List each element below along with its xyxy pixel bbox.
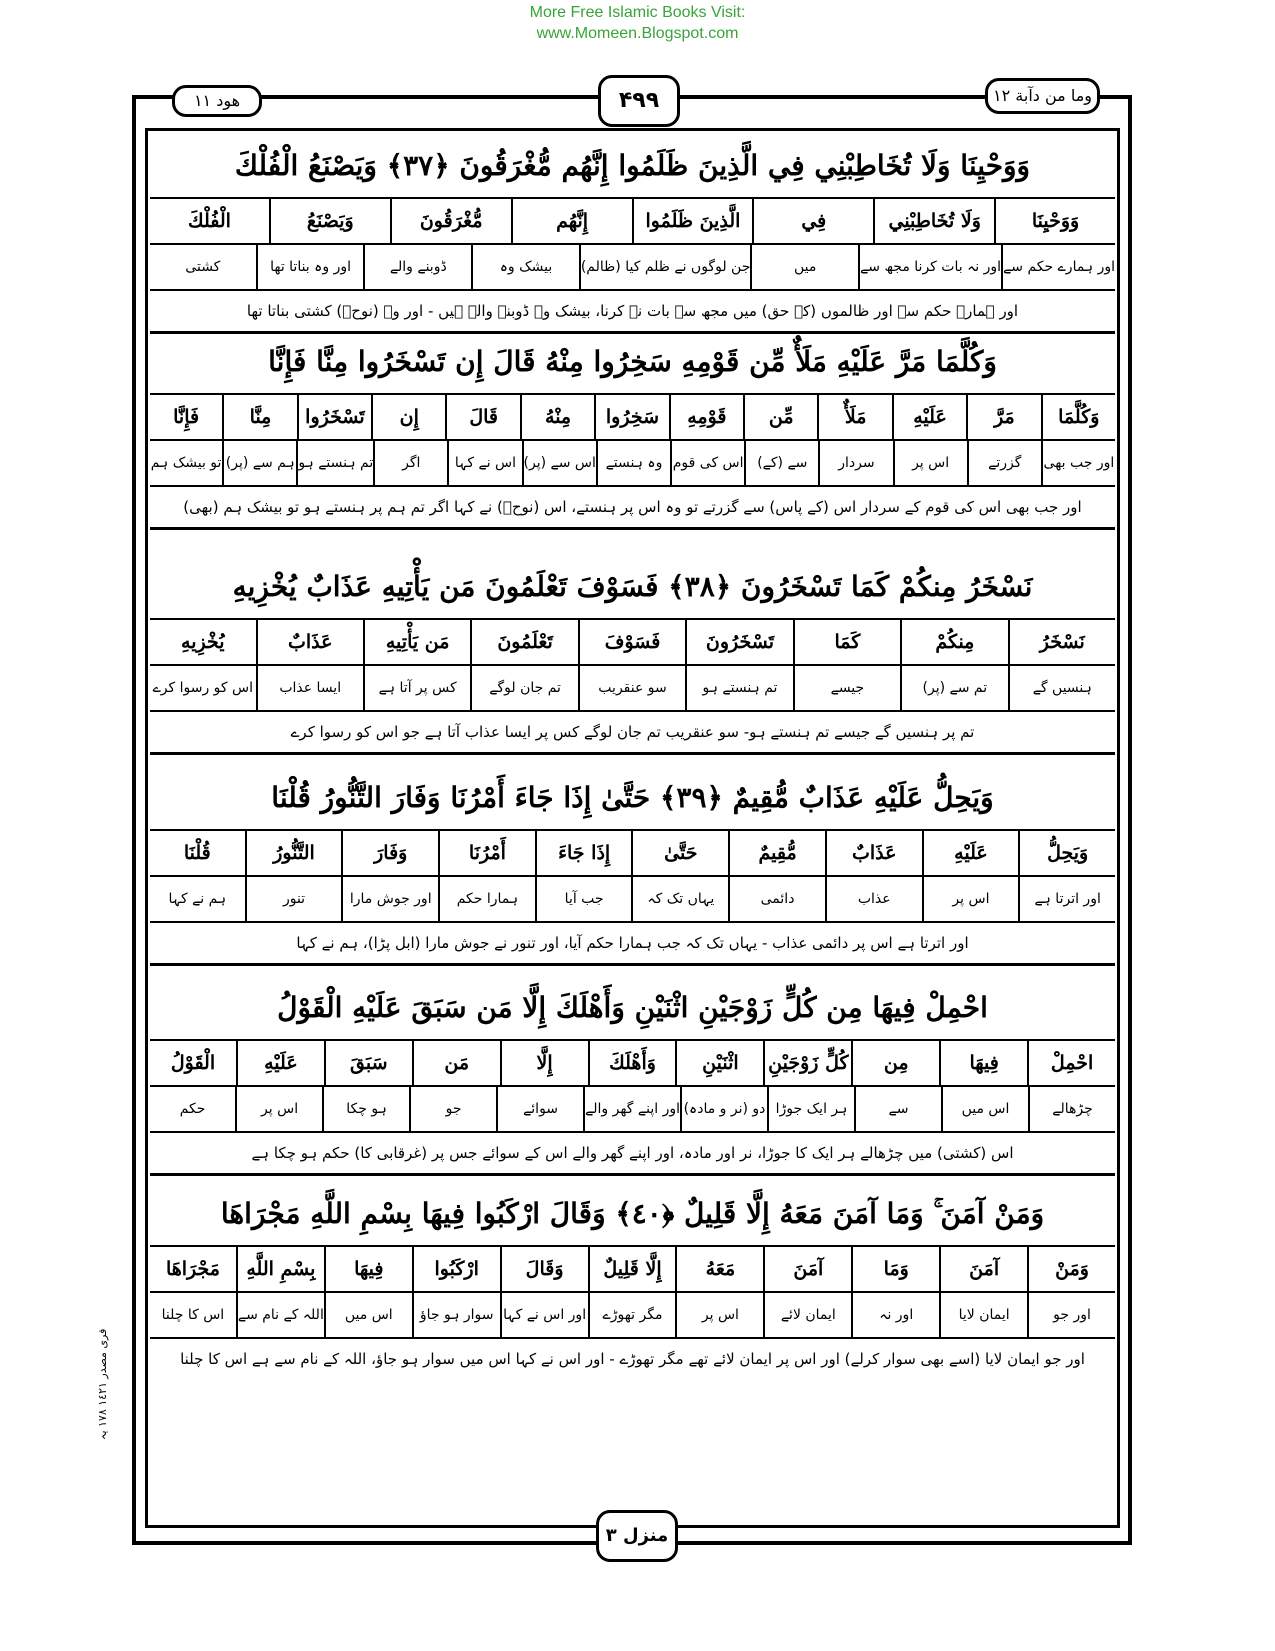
- word-row: [150, 1041, 1115, 1087]
- word-cell: مِّن: [743, 395, 817, 439]
- word-cell: إِلَّا: [500, 1041, 588, 1085]
- word-row: [150, 395, 1115, 441]
- meaning-cell: تم سے (پر): [900, 666, 1007, 710]
- meaning-cell: دو (نر و مادہ): [680, 1087, 767, 1131]
- meaning-row: [150, 666, 1115, 712]
- meaning-cell: سو عنقریب: [578, 666, 685, 710]
- word-cell: الَّذِينَ ظَلَمُوا: [632, 199, 753, 243]
- meaning-cell: جب آیا: [535, 877, 632, 921]
- word-cell: كُلٍّ زَوْجَيْنِ: [763, 1041, 851, 1085]
- meaning-cell: حکم: [179, 1101, 206, 1117]
- verse-line: احْمِلْ فِيهَا مِن كُلٍّ زَوْجَيْنِ اثْنَيْنِ وَأَهْلَكَ إِلَّا مَن سَبَقَ عَلَيْهِ الْقَوْلُ: [150, 977, 1115, 1041]
- meaning-row: [150, 1293, 1115, 1339]
- surah-label: هود ١١: [172, 85, 262, 117]
- word-cell: إِلَّا قَلِيلٌ: [588, 1247, 676, 1291]
- word-row: [150, 831, 1115, 877]
- word-cell: مِن: [851, 1041, 939, 1085]
- translation-line: اس (کشتی) میں چڑھالے ہر ایک کا جوڑا، نر اور مادہ، اور اپنے گھر والے اس کے سوائے جس پر (غرقابی کا) حکم ہو چکا ہے: [150, 1133, 1115, 1176]
- word-cell: تَعْلَمُونَ: [470, 620, 577, 664]
- meaning-cell: ایمان لائے: [763, 1293, 851, 1337]
- word-cell: الْقَوْلُ: [170, 1052, 216, 1074]
- meaning-cell: اور جو: [1027, 1293, 1115, 1337]
- meaning-cell: سوار ہو جاؤ: [412, 1293, 500, 1337]
- meaning-cell: ایسا عذاب: [256, 666, 363, 710]
- meaning-cell: اور اس نے کہا: [500, 1293, 588, 1337]
- meaning-row: [150, 245, 1115, 291]
- word-row: [150, 199, 1115, 245]
- word-cell: احْمِلْ: [1027, 1041, 1115, 1085]
- word-cell: مَرَّ: [966, 395, 1040, 439]
- word-cell: الْفُلْكَ: [187, 210, 231, 232]
- verse-line: نَسْخَرُ مِنكُمْ كَمَا تَسْخَرُونَ ﴿٣٨﴾ فَسَوْفَ تَعْلَمُونَ مَن يَأْتِيهِ عَذَابٌ يُخْزِيهِ: [150, 556, 1115, 620]
- word-cell: بِسْمِ اللَّهِ: [236, 1247, 324, 1291]
- meaning-cell: اس میں: [324, 1293, 412, 1337]
- word-cell: مُّغْرَقُونَ: [390, 199, 511, 243]
- meaning-cell: کشتی: [185, 259, 221, 275]
- meaning-cell: اور اپنے گھر والے: [583, 1087, 680, 1131]
- meaning-row: [150, 441, 1115, 487]
- word-cell: مَلَأٌ: [817, 395, 891, 439]
- meaning-cell: اگر: [373, 441, 447, 485]
- meaning-cell: اور جب بھی: [1041, 441, 1115, 485]
- word-cell: سَبَقَ: [324, 1041, 412, 1085]
- meaning-cell: جن لوگوں نے ظلم کیا (ظالم): [579, 245, 751, 289]
- juz-label: وما من دآبة ١٢: [985, 78, 1100, 114]
- word-cell: مِنْهُ: [520, 395, 594, 439]
- word-cell: إِن: [371, 395, 445, 439]
- meaning-cell: اس پر: [235, 1087, 322, 1131]
- meaning-cell: سوائے: [496, 1087, 583, 1131]
- word-cell: فِي: [752, 199, 873, 243]
- meaning-cell: تو بیشک ہم: [150, 455, 222, 471]
- word-cell: عَلَيْهِ: [892, 395, 966, 439]
- meaning-cell: یہاں تک کہ: [631, 877, 728, 921]
- word-cell: إِذَا جَاءَ: [535, 831, 632, 875]
- word-cell: نَسْخَرُ: [1008, 620, 1115, 664]
- meaning-row: [150, 877, 1115, 923]
- verse-block-4: [150, 767, 1115, 966]
- meaning-cell: عذاب: [825, 877, 922, 921]
- verse-block-1: [150, 135, 1115, 334]
- word-cell: وَكُلَّمَا: [1041, 395, 1115, 439]
- word-cell: عَذَابٌ: [256, 620, 363, 664]
- page-number: ۴۹۹: [598, 75, 680, 127]
- word-cell: فَسَوْفَ: [578, 620, 685, 664]
- word-cell: سَخِرُوا: [594, 395, 668, 439]
- meaning-cell: ہنسیں گے: [1008, 666, 1115, 710]
- word-cell: مَجْرَاهَا: [165, 1258, 220, 1280]
- promo-line-2[interactable]: www.Momeen.Blogspot.com: [536, 25, 739, 42]
- translation-line: اور جو ایمان لایا (اسے بھی سوار کرلے) اور اس پر ایمان لائے تھے مگر تھوڑے - اور اس نے کہا اس میں سوار ہو جاؤ، اللہ کے نام سے ہے اس کا چلنا: [180, 1350, 1085, 1368]
- verse-block-3: [150, 556, 1115, 755]
- word-cell: وَيَحِلُّ: [1018, 831, 1115, 875]
- verse-line: وَمَنْ آمَنَ ۚ وَمَا آمَنَ مَعَهُ إِلَّا قَلِيلٌ ﴿٤٠﴾ وَقَالَ ارْكَبُوا فِيهَا بِسْمِ اللَّهِ مَجْرَاهَا: [150, 1183, 1115, 1247]
- word-cell: تَسْخَرُونَ: [685, 620, 792, 664]
- meaning-cell: ڈوبنے والے: [363, 245, 471, 289]
- verse-line: وَوَحْيِنَا وَلَا تُخَاطِبْنِي فِي الَّذِينَ ظَلَمُوا إِنَّهُم مُّغْرَقُونَ ﴿٣٧﴾ وَيَصْنَعُ الْفُلْكَ: [150, 135, 1115, 199]
- manzil-label: منزل ٣: [596, 1510, 678, 1562]
- meaning-cell: اور وہ بناتا تھا: [256, 245, 364, 289]
- word-cell: وَقَالَ: [500, 1247, 588, 1291]
- word-cell: مِنَّا: [222, 395, 296, 439]
- meaning-cell: ایمان لایا: [939, 1293, 1027, 1337]
- word-cell: كَمَا: [793, 620, 900, 664]
- word-cell: تَسْخَرُوا: [297, 395, 371, 439]
- verse-block-5: [150, 977, 1115, 1176]
- word-cell: قَالَ: [445, 395, 519, 439]
- meaning-cell: تم ہنستے ہو: [296, 441, 373, 485]
- meaning-cell: جو: [409, 1087, 496, 1131]
- word-cell: أَمْرُنَا: [438, 831, 535, 875]
- word-cell: فِيهَا: [939, 1041, 1027, 1085]
- meaning-cell: اور نہ بات کرنا مجھ سے: [858, 245, 1001, 289]
- word-cell: إِنَّهُم: [511, 199, 632, 243]
- word-cell: آمَنَ: [939, 1247, 1027, 1291]
- meaning-cell: اس پر: [893, 441, 967, 485]
- word-cell: آمَنَ: [763, 1247, 851, 1291]
- word-cell: وَمَنْ: [1027, 1247, 1115, 1291]
- meaning-cell: گزرتے: [967, 441, 1041, 485]
- meaning-cell: دائمی: [728, 877, 825, 921]
- verse-line: وَيَحِلُّ عَلَيْهِ عَذَابٌ مُّقِيمٌ ﴿٣٩﴾ حَتَّىٰ إِذَا جَاءَ أَمْرُنَا وَفَارَ التَّنُّورُ قُلْنَا: [150, 767, 1115, 831]
- meaning-cell: ہر ایک جوڑا: [767, 1087, 854, 1131]
- word-cell: مَن: [412, 1041, 500, 1085]
- word-cell: فِيهَا: [324, 1247, 412, 1291]
- meaning-cell: سردار: [818, 441, 892, 485]
- meaning-cell: تنور: [245, 877, 342, 921]
- meaning-cell: اس کا چلنا: [161, 1307, 225, 1323]
- meaning-cell: اس سے (پر): [522, 441, 596, 485]
- promo-banner: [0, 2, 1275, 44]
- meaning-cell: اور ہمارے حکم سے: [1001, 245, 1115, 289]
- promo-line-1: More Free Islamic Books Visit:: [529, 4, 746, 21]
- translation-line: اور ہمارے حکم سے اور ظالموں (کے حق) میں مجھ سے بات نہ کرنا، بیشک وہ ڈوبنے والے ہیں - اور وہ (نوحؑ) کشتی بناتا تھا: [150, 291, 1115, 334]
- word-cell: وَمَا: [851, 1247, 939, 1291]
- word-cell: قُلْنَا: [183, 842, 211, 864]
- word-cell: مَعَهُ: [675, 1247, 763, 1291]
- side-note: فری مصدر ١٤٢١ ١٧٨ یہ: [96, 1328, 109, 1440]
- meaning-cell: ہم سے (پر): [222, 441, 296, 485]
- meaning-cell: اس پر: [922, 877, 1019, 921]
- meaning-cell: اس پر: [675, 1293, 763, 1337]
- translation-line: تم پر ہنسیں گے جیسے تم ہنستے ہو- سو عنقریب تم جان لوگے کس پر ایسا عذاب آتا ہے جو اس کو رسوا کرے: [150, 712, 1115, 755]
- meaning-cell: بیشک وہ: [471, 245, 579, 289]
- word-cell: ارْكَبُوا: [412, 1247, 500, 1291]
- word-cell: التَّنُّورُ: [245, 831, 342, 875]
- meaning-cell: اور جوش مارا: [341, 877, 438, 921]
- meaning-cell: ہو چکا: [322, 1087, 409, 1131]
- word-cell: قَوْمِهِ: [669, 395, 743, 439]
- word-cell: وَأَهْلَكَ: [588, 1041, 676, 1085]
- word-cell: مُّقِيمٌ: [728, 831, 825, 875]
- word-cell: عَذَابٌ: [825, 831, 922, 875]
- meaning-cell: اس کو رسوا کرے: [152, 680, 253, 696]
- word-cell: وَيَصْنَعُ: [269, 199, 390, 243]
- meaning-cell: اس کی قوم: [670, 441, 744, 485]
- word-row: [150, 1247, 1115, 1293]
- meaning-cell: تم جان لوگے: [470, 666, 577, 710]
- word-cell: عَلَيْهِ: [922, 831, 1019, 875]
- meaning-cell: مگر تھوڑے: [588, 1293, 676, 1337]
- word-cell: عَلَيْهِ: [236, 1041, 324, 1085]
- meaning-cell: ہم نے کہا: [168, 891, 227, 907]
- meaning-cell: اور نہ: [851, 1293, 939, 1337]
- meaning-cell: اللہ کے نام سے: [236, 1293, 324, 1337]
- meaning-row: [150, 1087, 1115, 1133]
- meaning-cell: اور اترتا ہے: [1018, 877, 1115, 921]
- word-cell: اثْنَيْنِ: [675, 1041, 763, 1085]
- word-row: [150, 620, 1115, 666]
- meaning-cell: میں: [750, 245, 858, 289]
- word-cell: فَإِنَّا: [173, 406, 200, 428]
- word-cell: حَتَّىٰ: [631, 831, 728, 875]
- word-cell: مِنكُمْ: [900, 620, 1007, 664]
- meaning-cell: اس میں: [941, 1087, 1028, 1131]
- meaning-cell: جیسے: [793, 666, 900, 710]
- meaning-cell: سے: [854, 1087, 941, 1131]
- word-cell: يُخْزِيهِ: [181, 631, 225, 653]
- meaning-cell: وہ ہنستے: [596, 441, 670, 485]
- meaning-cell: کس پر آتا ہے: [363, 666, 470, 710]
- word-cell: وَوَحْيِنَا: [994, 199, 1115, 243]
- verse-block-2: [150, 331, 1115, 530]
- meaning-cell: سے (کے): [744, 441, 818, 485]
- verse-block-6: [150, 1183, 1115, 1379]
- translation-line: اور اترتا ہے اس پر دائمی عذاب - یہاں تک کہ جب ہمارا حکم آیا، اور تنور نے جوش مارا (ابل پڑا)، ہم نے کہا: [150, 923, 1115, 966]
- translation-line: اور جب بھی اس کی قوم کے سردار اس (کے پاس) سے گزرتے تو وہ اس پر ہنستے، اس (نوحؑ) نے کہا اگر تم ہم پر ہنستے ہو تو بیشک ہم (بھی): [150, 487, 1115, 530]
- word-cell: وَلَا تُخَاطِبْنِي: [873, 199, 994, 243]
- meaning-cell: چڑھالے: [1028, 1087, 1115, 1131]
- meaning-cell: تم ہنستے ہو: [685, 666, 792, 710]
- verse-line: وَكُلَّمَا مَرَّ عَلَيْهِ مَلَأٌ مِّن قَوْمِهِ سَخِرُوا مِنْهُ قَالَ إِن تَسْخَرُوا مِنَّا فَإِنَّا: [150, 331, 1115, 395]
- word-cell: مَن يَأْتِيهِ: [363, 620, 470, 664]
- meaning-cell: ہمارا حکم: [438, 877, 535, 921]
- word-cell: وَفَارَ: [341, 831, 438, 875]
- meaning-cell: اس نے کہا: [447, 441, 521, 485]
